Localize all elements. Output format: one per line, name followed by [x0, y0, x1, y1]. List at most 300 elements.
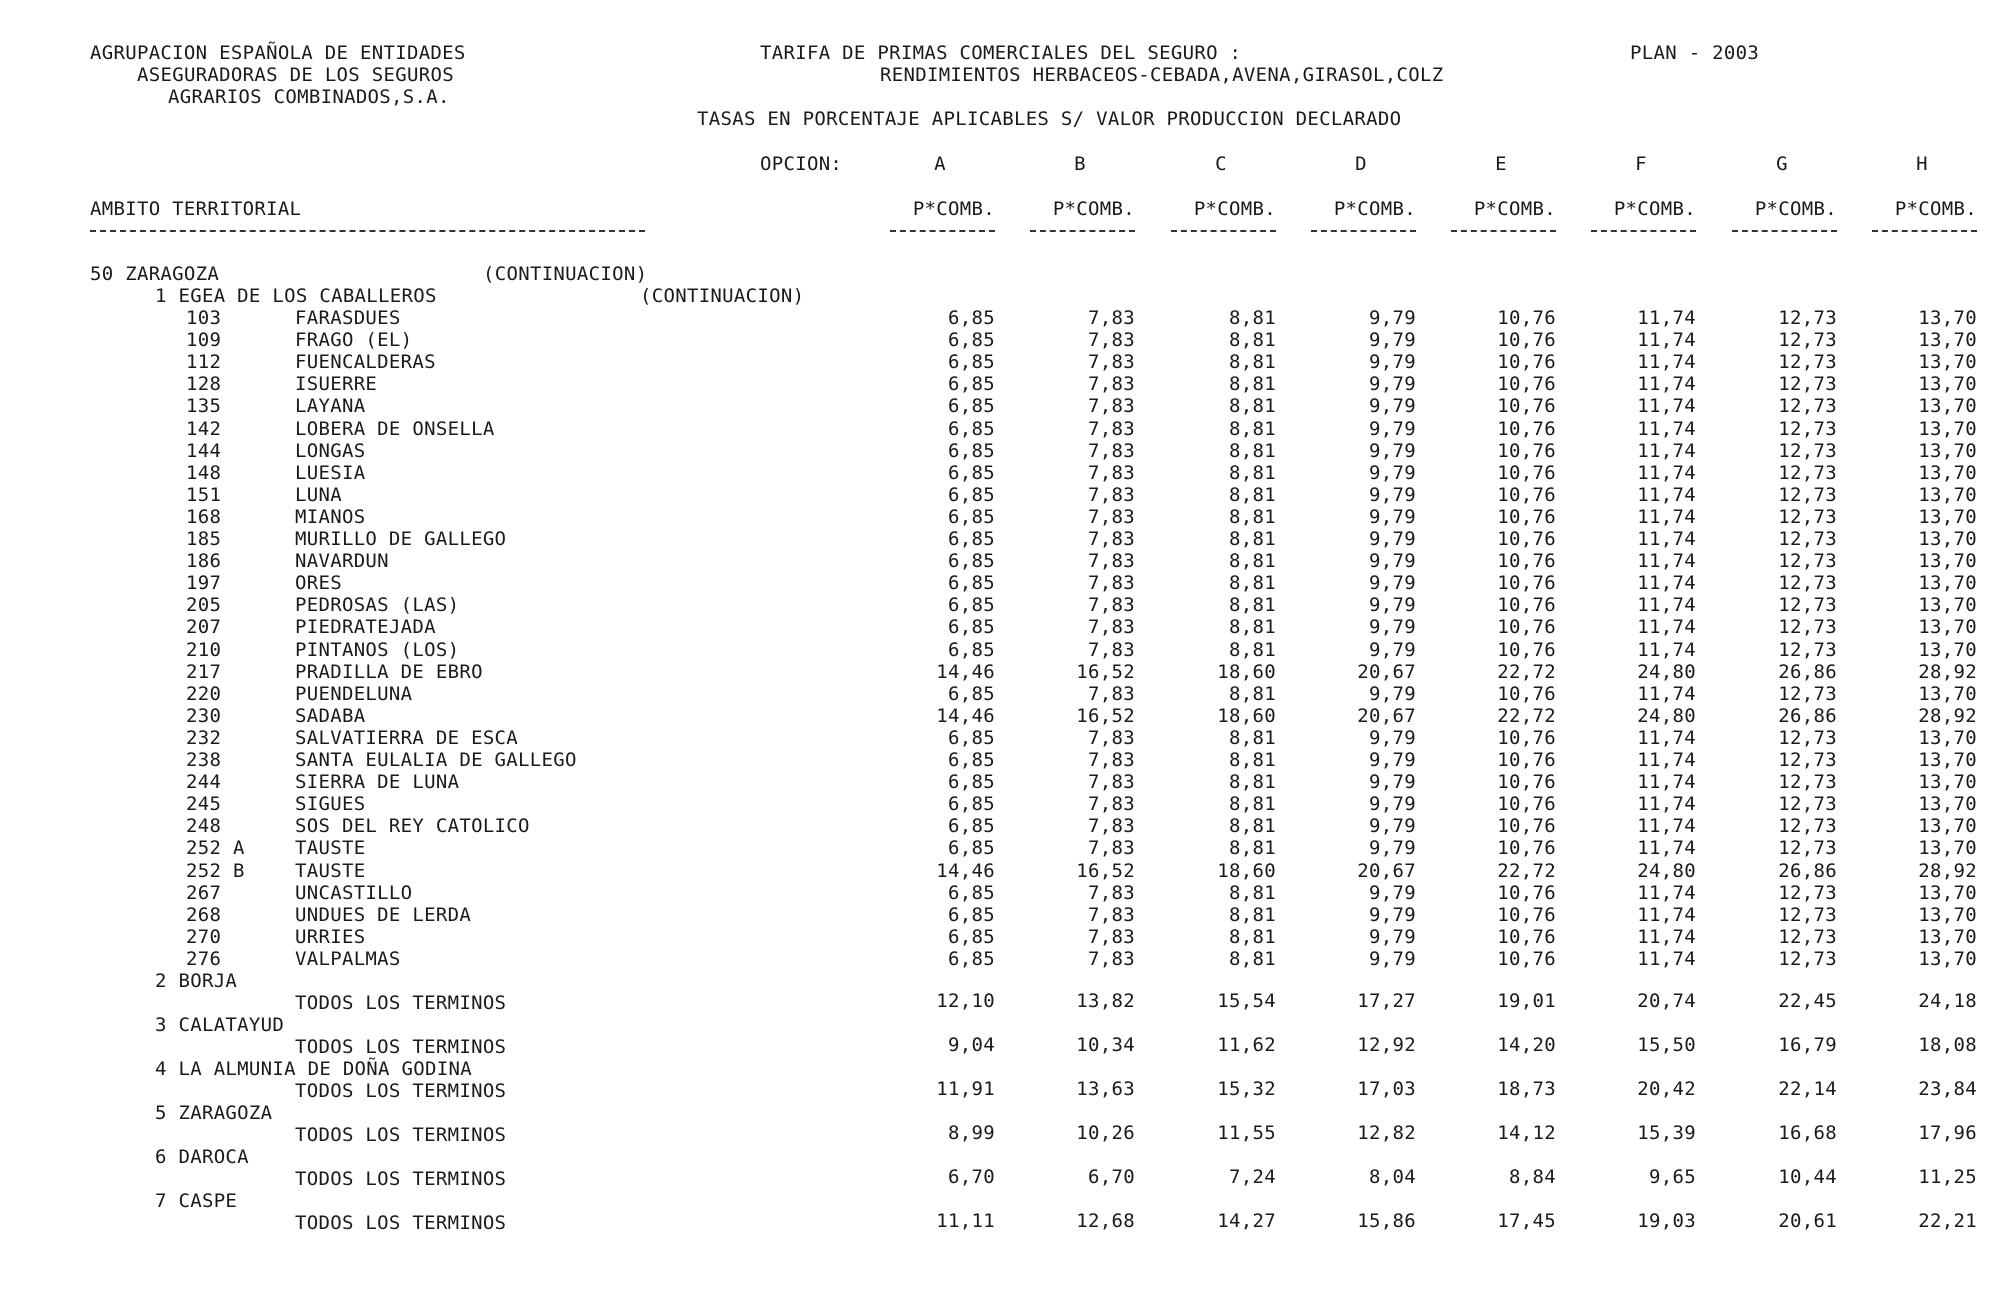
rate-cell-a: 6,85	[948, 639, 995, 661]
rate-cell-b: 7,83	[1088, 683, 1135, 705]
rate-cell-g: 12,73	[1778, 373, 1837, 395]
rate-cell-h: 28,92	[1918, 860, 1977, 882]
rate-cell-g: 12,73	[1778, 462, 1837, 484]
rate-cell-g: 12,73	[1778, 307, 1837, 329]
rate-cell-h: 13,70	[1918, 506, 1977, 528]
comarca-title: 5 ZARAGOZA	[155, 1102, 273, 1124]
rate-cell-d: 9,79	[1369, 329, 1416, 351]
column-divider-c	[1171, 230, 1276, 232]
rate-cell-a: 14,46	[936, 661, 995, 683]
rate-cell-b: 16,52	[1076, 705, 1135, 727]
rate-cell-f: 15,39	[1637, 1122, 1696, 1144]
municipality-name: LOBERA DE ONSELLA	[295, 418, 495, 440]
rate-cell-c: 8,81	[1229, 727, 1276, 749]
rate-cell-c: 8,81	[1229, 462, 1276, 484]
municipality-name: LUESIA	[295, 462, 366, 484]
municipality-name: SALVATIERRA DE ESCA	[295, 727, 519, 749]
rate-cell-c: 15,32	[1217, 1078, 1276, 1100]
rate-cell-b: 7,83	[1088, 329, 1135, 351]
municipality-name: MIANOS	[295, 506, 366, 528]
org-name-line1: AGRUPACION ESPAÑOLA DE ENTIDADES	[90, 42, 466, 64]
rate-cell-b: 7,83	[1088, 926, 1135, 948]
rate-cell-d: 17,27	[1357, 990, 1416, 1012]
rate-cell-d: 9,79	[1369, 440, 1416, 462]
rate-cell-a: 6,85	[948, 727, 995, 749]
rate-cell-f: 11,74	[1637, 683, 1696, 705]
rate-cell-b: 7,83	[1088, 351, 1135, 373]
rate-cell-d: 9,79	[1369, 395, 1416, 417]
rate-cell-g: 12,73	[1778, 616, 1837, 638]
rate-cell-e: 22,72	[1497, 860, 1556, 882]
rate-cell-c: 8,81	[1229, 550, 1276, 572]
municipality-name: PRADILLA DE EBRO	[295, 661, 483, 683]
rate-cell-b: 10,26	[1076, 1122, 1135, 1144]
rate-cell-b: 13,82	[1076, 990, 1135, 1012]
rate-cell-a: 14,46	[936, 705, 995, 727]
rate-cell-c: 8,81	[1229, 749, 1276, 771]
rate-cell-b: 6,70	[1088, 1166, 1135, 1188]
municipality-code: 148	[186, 462, 222, 484]
rate-cell-h: 13,70	[1918, 528, 1977, 550]
rate-cell-b: 7,83	[1088, 727, 1135, 749]
municipality-name: SIGUES	[295, 793, 366, 815]
rate-cell-b: 7,83	[1088, 882, 1135, 904]
rate-cell-e: 10,76	[1497, 329, 1556, 351]
rate-cell-f: 11,74	[1637, 616, 1696, 638]
rate-cell-e: 10,76	[1497, 904, 1556, 926]
rate-cell-a: 11,91	[936, 1078, 995, 1100]
municipality-code: 238	[186, 749, 222, 771]
municipality-code: 244	[186, 771, 222, 793]
org-name-line2: ASEGURADORAS DE LOS SEGUROS	[137, 64, 454, 86]
all-terms-label: TODOS LOS TERMINOS	[295, 1212, 507, 1234]
option-header-f: F	[1635, 153, 1647, 175]
rate-cell-c: 8,81	[1229, 528, 1276, 550]
rate-cell-b: 7,83	[1088, 793, 1135, 815]
comarca-title: 7 CASPE	[155, 1190, 238, 1212]
rate-cell-b: 7,83	[1088, 440, 1135, 462]
rate-cell-b: 12,68	[1076, 1210, 1135, 1232]
rate-cell-f: 11,74	[1637, 948, 1696, 970]
municipality-code: 232	[186, 727, 222, 749]
rate-cell-h: 13,70	[1918, 484, 1977, 506]
rate-cell-h: 13,70	[1918, 882, 1977, 904]
municipality-name: URRIES	[295, 926, 366, 948]
rate-cell-b: 7,83	[1088, 904, 1135, 926]
rate-cell-d: 9,79	[1369, 307, 1416, 329]
rate-cell-g: 12,73	[1778, 904, 1837, 926]
municipality-name: FARASDUES	[295, 307, 401, 329]
rate-cell-e: 10,76	[1497, 440, 1556, 462]
rate-cell-f: 11,74	[1637, 727, 1696, 749]
province-heading: 50 ZARAGOZA	[90, 263, 220, 285]
rate-cell-f: 11,74	[1637, 395, 1696, 417]
rate-cell-g: 12,73	[1778, 440, 1837, 462]
rate-cell-a: 6,85	[948, 882, 995, 904]
rate-cell-e: 10,76	[1497, 639, 1556, 661]
rate-cell-d: 9,79	[1369, 771, 1416, 793]
rate-cell-g: 12,73	[1778, 837, 1837, 859]
rate-cell-e: 10,76	[1497, 793, 1556, 815]
municipality-name: SANTA EULALIA DE GALLEGO	[295, 749, 577, 771]
rate-cell-f: 11,74	[1637, 793, 1696, 815]
rate-cell-c: 8,81	[1229, 418, 1276, 440]
rate-cell-a: 6,85	[948, 815, 995, 837]
option-header-g: G	[1776, 153, 1788, 175]
rate-cell-h: 24,18	[1918, 990, 1977, 1012]
municipality-code: 144	[186, 440, 222, 462]
rate-cell-e: 10,76	[1497, 462, 1556, 484]
rate-cell-a: 6,85	[948, 683, 995, 705]
rate-cell-g: 12,73	[1778, 882, 1837, 904]
column-header-e: P*COMB.	[1473, 198, 1556, 220]
rate-cell-c: 8,81	[1229, 639, 1276, 661]
rate-cell-e: 10,76	[1497, 307, 1556, 329]
all-terms-label: TODOS LOS TERMINOS	[295, 1124, 507, 1146]
rate-cell-d: 9,79	[1369, 793, 1416, 815]
option-header-h: H	[1916, 153, 1928, 175]
ambito-territorial-header: AMBITO TERRITORIAL	[90, 198, 302, 220]
municipality-code: 112	[186, 351, 222, 373]
rate-cell-g: 12,73	[1778, 550, 1837, 572]
rate-cell-a: 6,85	[948, 462, 995, 484]
rate-cell-d: 20,67	[1357, 860, 1416, 882]
municipality-code: 245	[186, 793, 222, 815]
rate-cell-h: 13,70	[1918, 572, 1977, 594]
rate-cell-d: 9,79	[1369, 904, 1416, 926]
rate-cell-h: 17,96	[1918, 1122, 1977, 1144]
rate-cell-d: 9,79	[1369, 462, 1416, 484]
rate-cell-f: 20,74	[1637, 990, 1696, 1012]
municipality-name: LAYANA	[295, 395, 366, 417]
rate-cell-h: 13,70	[1918, 550, 1977, 572]
opcion-label: OPCION:	[760, 153, 843, 175]
rate-cell-c: 8,81	[1229, 594, 1276, 616]
rate-cell-g: 16,68	[1778, 1122, 1837, 1144]
comarca-title: 2 BORJA	[155, 970, 238, 992]
rate-cell-h: 28,92	[1918, 705, 1977, 727]
rate-cell-d: 9,79	[1369, 506, 1416, 528]
rate-cell-e: 10,76	[1497, 484, 1556, 506]
option-header-e: E	[1495, 153, 1507, 175]
rate-cell-f: 11,74	[1637, 904, 1696, 926]
rate-cell-h: 13,70	[1918, 926, 1977, 948]
rate-cell-a: 6,85	[948, 926, 995, 948]
municipality-code: 270	[186, 926, 222, 948]
rate-cell-a: 6,85	[948, 395, 995, 417]
municipality-name: PINTANOS (LOS)	[295, 639, 460, 661]
rate-cell-h: 13,70	[1918, 904, 1977, 926]
option-header-a: A	[934, 153, 946, 175]
rate-cell-h: 13,70	[1918, 639, 1977, 661]
rate-cell-d: 12,92	[1357, 1034, 1416, 1056]
rate-cell-c: 7,24	[1229, 1166, 1276, 1188]
rate-cell-e: 18,73	[1497, 1078, 1556, 1100]
rate-cell-a: 6,70	[948, 1166, 995, 1188]
municipality-code: 185	[186, 528, 222, 550]
rate-cell-a: 6,85	[948, 594, 995, 616]
rate-cell-c: 8,81	[1229, 948, 1276, 970]
rate-cell-g: 12,73	[1778, 815, 1837, 837]
rate-cell-h: 13,70	[1918, 793, 1977, 815]
rate-cell-f: 11,74	[1637, 639, 1696, 661]
rate-cell-h: 13,70	[1918, 815, 1977, 837]
rate-cell-g: 12,73	[1778, 528, 1837, 550]
rate-cell-e: 10,76	[1497, 948, 1556, 970]
municipality-name: PIEDRATEJADA	[295, 616, 436, 638]
rate-cell-e: 22,72	[1497, 661, 1556, 683]
municipality-name: NAVARDUN	[295, 550, 389, 572]
municipality-name: UNDUES DE LERDA	[295, 904, 472, 926]
rate-cell-c: 11,55	[1217, 1122, 1276, 1144]
rate-cell-c: 8,81	[1229, 904, 1276, 926]
rate-cell-d: 9,79	[1369, 616, 1416, 638]
rate-cell-e: 10,76	[1497, 572, 1556, 594]
rate-cell-c: 8,81	[1229, 815, 1276, 837]
municipality-code: 252 A	[186, 837, 245, 859]
rate-cell-f: 11,74	[1637, 484, 1696, 506]
rate-cell-b: 7,83	[1088, 373, 1135, 395]
rate-cell-g: 12,73	[1778, 727, 1837, 749]
comarca-heading: 1 EGEA DE LOS CABALLEROS	[155, 285, 437, 307]
municipality-code: 268	[186, 904, 222, 926]
document-subtitle-crops: RENDIMIENTOS HERBACEOS-CEBADA,AVENA,GIRASOL,COLZ	[880, 64, 1444, 86]
rate-cell-b: 7,83	[1088, 771, 1135, 793]
rate-cell-f: 11,74	[1637, 440, 1696, 462]
rate-cell-f: 15,50	[1637, 1034, 1696, 1056]
rate-cell-g: 12,73	[1778, 639, 1837, 661]
rate-cell-h: 13,70	[1918, 351, 1977, 373]
rate-cell-b: 10,34	[1076, 1034, 1135, 1056]
rate-cell-h: 13,70	[1918, 418, 1977, 440]
municipality-code: 220	[186, 683, 222, 705]
rate-cell-c: 14,27	[1217, 1210, 1276, 1232]
rate-cell-f: 24,80	[1637, 860, 1696, 882]
rate-cell-a: 6,85	[948, 948, 995, 970]
rate-cell-c: 8,81	[1229, 683, 1276, 705]
rate-cell-h: 13,70	[1918, 727, 1977, 749]
rate-cell-a: 6,85	[948, 440, 995, 462]
rate-cell-a: 6,85	[948, 904, 995, 926]
rate-cell-h: 13,70	[1918, 616, 1977, 638]
rate-cell-h: 13,70	[1918, 683, 1977, 705]
rate-cell-c: 8,81	[1229, 307, 1276, 329]
rate-cell-f: 24,80	[1637, 661, 1696, 683]
rate-cell-h: 13,70	[1918, 395, 1977, 417]
rate-cell-e: 10,76	[1497, 837, 1556, 859]
rate-cell-b: 16,52	[1076, 661, 1135, 683]
rate-cell-b: 7,83	[1088, 462, 1135, 484]
rate-cell-f: 11,74	[1637, 926, 1696, 948]
rate-cell-b: 7,83	[1088, 528, 1135, 550]
rate-cell-d: 9,79	[1369, 373, 1416, 395]
rate-cell-g: 12,73	[1778, 926, 1837, 948]
all-terms-label: TODOS LOS TERMINOS	[295, 1036, 507, 1058]
rate-cell-g: 16,79	[1778, 1034, 1837, 1056]
rate-cell-f: 11,74	[1637, 572, 1696, 594]
municipality-name: MURILLO DE GALLEGO	[295, 528, 507, 550]
rate-cell-b: 7,83	[1088, 572, 1135, 594]
all-terms-label: TODOS LOS TERMINOS	[295, 992, 507, 1014]
rate-cell-g: 26,86	[1778, 705, 1837, 727]
rate-cell-f: 11,74	[1637, 506, 1696, 528]
rate-cell-g: 20,61	[1778, 1210, 1837, 1232]
column-divider-b	[1030, 230, 1135, 232]
rate-cell-e: 10,76	[1497, 373, 1556, 395]
rate-cell-a: 6,85	[948, 837, 995, 859]
rate-cell-f: 11,74	[1637, 462, 1696, 484]
plan-label: PLAN - 2003	[1630, 42, 1760, 64]
rate-cell-d: 20,67	[1357, 705, 1416, 727]
comarca-title: 4 LA ALMUNIA DE DOÑA GODINA	[155, 1058, 472, 1080]
rate-cell-f: 11,74	[1637, 550, 1696, 572]
rate-cell-f: 11,74	[1637, 373, 1696, 395]
municipality-code: 248	[186, 815, 222, 837]
rate-cell-f: 11,74	[1637, 329, 1696, 351]
rate-cell-d: 17,03	[1357, 1078, 1416, 1100]
municipality-name: PEDROSAS (LAS)	[295, 594, 460, 616]
rates-description: TASAS EN PORCENTAJE APLICABLES S/ VALOR PRODUCCION DECLARADO	[697, 108, 1402, 130]
option-header-c: C	[1215, 153, 1227, 175]
rate-cell-c: 8,81	[1229, 837, 1276, 859]
rate-cell-d: 9,79	[1369, 727, 1416, 749]
municipality-name: ISUERRE	[295, 373, 378, 395]
municipality-name: PUENDELUNA	[295, 683, 413, 705]
rate-cell-e: 10,76	[1497, 683, 1556, 705]
rate-cell-f: 11,74	[1637, 837, 1696, 859]
rate-cell-g: 22,45	[1778, 990, 1837, 1012]
rate-cell-b: 7,83	[1088, 948, 1135, 970]
rate-cell-e: 10,76	[1497, 550, 1556, 572]
rate-cell-c: 18,60	[1217, 705, 1276, 727]
rate-cell-c: 8,81	[1229, 506, 1276, 528]
all-terms-label: TODOS LOS TERMINOS	[295, 1080, 507, 1102]
rate-cell-h: 13,70	[1918, 771, 1977, 793]
municipality-code: 276	[186, 948, 222, 970]
rate-cell-f: 24,80	[1637, 705, 1696, 727]
rate-cell-d: 9,79	[1369, 594, 1416, 616]
rate-cell-c: 8,81	[1229, 926, 1276, 948]
column-divider-a	[890, 230, 995, 232]
rate-cell-e: 10,76	[1497, 616, 1556, 638]
rate-cell-h: 13,70	[1918, 594, 1977, 616]
rate-cell-c: 18,60	[1217, 860, 1276, 882]
rate-cell-a: 8,99	[948, 1122, 995, 1144]
rate-cell-c: 8,81	[1229, 373, 1276, 395]
header-divider	[90, 230, 645, 232]
rate-cell-f: 11,74	[1637, 815, 1696, 837]
rate-cell-h: 23,84	[1918, 1078, 1977, 1100]
municipality-code: 168	[186, 506, 222, 528]
rate-cell-b: 16,52	[1076, 860, 1135, 882]
rate-cell-a: 6,85	[948, 616, 995, 638]
rate-cell-b: 7,83	[1088, 815, 1135, 837]
rate-cell-d: 9,79	[1369, 528, 1416, 550]
rate-cell-d: 9,79	[1369, 418, 1416, 440]
municipality-name: VALPALMAS	[295, 948, 401, 970]
municipality-code: 267	[186, 882, 222, 904]
municipality-name: FUENCALDERAS	[295, 351, 436, 373]
municipality-name: TAUSTE	[295, 837, 366, 859]
column-header-a: P*COMB.	[912, 198, 995, 220]
rate-cell-h: 28,92	[1918, 661, 1977, 683]
municipality-code: 230	[186, 705, 222, 727]
rate-cell-e: 17,45	[1497, 1210, 1556, 1232]
rate-cell-f: 11,74	[1637, 771, 1696, 793]
rate-cell-e: 10,76	[1497, 395, 1556, 417]
rate-cell-h: 13,70	[1918, 749, 1977, 771]
rate-cell-g: 12,73	[1778, 594, 1837, 616]
rate-cell-f: 20,42	[1637, 1078, 1696, 1100]
rate-cell-d: 9,79	[1369, 749, 1416, 771]
rate-cell-g: 12,73	[1778, 484, 1837, 506]
option-header-d: D	[1355, 153, 1367, 175]
rate-cell-h: 13,70	[1918, 462, 1977, 484]
rate-cell-e: 14,12	[1497, 1122, 1556, 1144]
municipality-name: FRAGO (EL)	[295, 329, 413, 351]
rate-cell-e: 14,20	[1497, 1034, 1556, 1056]
municipality-name: SOS DEL REY CATOLICO	[295, 815, 530, 837]
org-name-line3: AGRARIOS COMBINADOS,S.A.	[168, 86, 450, 108]
rate-cell-e: 10,76	[1497, 882, 1556, 904]
municipality-name: SADABA	[295, 705, 366, 727]
rate-cell-e: 10,76	[1497, 727, 1556, 749]
rate-cell-g: 26,86	[1778, 661, 1837, 683]
rate-cell-h: 13,70	[1918, 307, 1977, 329]
rate-cell-d: 8,04	[1369, 1166, 1416, 1188]
rate-cell-g: 12,73	[1778, 329, 1837, 351]
rate-cell-b: 7,83	[1088, 749, 1135, 771]
rate-cell-a: 6,85	[948, 373, 995, 395]
rate-cell-e: 10,76	[1497, 771, 1556, 793]
rate-cell-c: 8,81	[1229, 616, 1276, 638]
municipality-name: UNCASTILLO	[295, 882, 413, 904]
rate-cell-g: 12,73	[1778, 683, 1837, 705]
municipality-code: 210	[186, 639, 222, 661]
rate-cell-a: 6,85	[948, 771, 995, 793]
rate-cell-b: 7,83	[1088, 837, 1135, 859]
rate-cell-c: 11,62	[1217, 1034, 1276, 1056]
rate-cell-f: 9,65	[1649, 1166, 1696, 1188]
rate-cell-e: 10,76	[1497, 528, 1556, 550]
rate-cell-b: 7,83	[1088, 550, 1135, 572]
municipality-name: ORES	[295, 572, 342, 594]
column-header-h: P*COMB.	[1894, 198, 1977, 220]
rate-cell-f: 11,74	[1637, 528, 1696, 550]
rate-cell-d: 9,79	[1369, 926, 1416, 948]
rate-cell-b: 7,83	[1088, 307, 1135, 329]
rate-cell-d: 9,79	[1369, 882, 1416, 904]
rate-cell-c: 8,81	[1229, 351, 1276, 373]
rate-cell-b: 7,83	[1088, 616, 1135, 638]
rate-cell-c: 8,81	[1229, 882, 1276, 904]
rate-cell-h: 22,21	[1918, 1210, 1977, 1232]
rate-cell-e: 19,01	[1497, 990, 1556, 1012]
rate-cell-b: 7,83	[1088, 594, 1135, 616]
rate-cell-a: 6,85	[948, 506, 995, 528]
rate-cell-e: 10,76	[1497, 749, 1556, 771]
rate-cell-f: 11,74	[1637, 351, 1696, 373]
rate-cell-c: 8,81	[1229, 329, 1276, 351]
municipality-code: 109	[186, 329, 222, 351]
rate-cell-c: 8,81	[1229, 395, 1276, 417]
rate-cell-d: 9,79	[1369, 815, 1416, 837]
column-divider-g	[1732, 230, 1837, 232]
municipality-name: TAUSTE	[295, 860, 366, 882]
rate-cell-d: 9,79	[1369, 484, 1416, 506]
comarca-continuation: (CONTINUACION)	[640, 285, 805, 307]
rate-cell-c: 8,81	[1229, 572, 1276, 594]
